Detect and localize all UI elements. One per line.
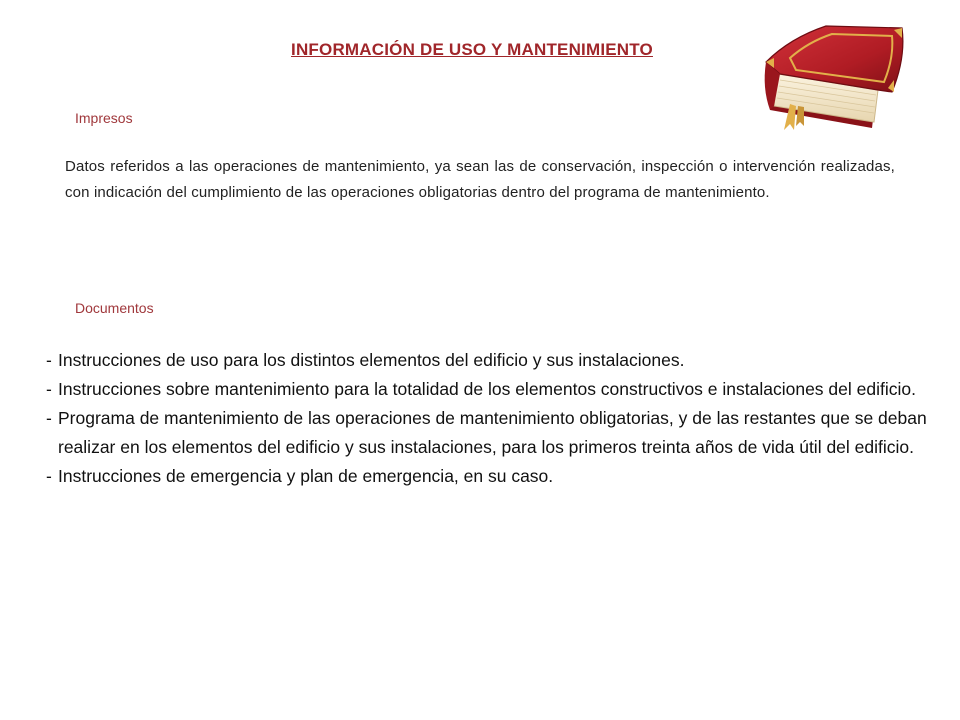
impresos-text: Datos referidos a las operaciones de mantenimiento, ya sean las de conservación, inspección o intervención realizadas, con indicación del cumplimiento de las operaciones obligatorias dentro del programa de mantenimiento.: [65, 158, 895, 201]
section-label-documentos: Documentos: [75, 300, 154, 316]
list-item: [46, 462, 936, 491]
list-item-text: Instrucciones de uso para los distintos elementos del edificio y sus instalaciones.: [58, 350, 685, 370]
list-item: [46, 404, 936, 462]
book-icon: [760, 18, 908, 134]
section-label-impresos: Impresos: [75, 110, 133, 126]
list-item-text: Instrucciones sobre mantenimiento para la totalidad de los elementos constructivos e instalaciones del edificio.: [58, 379, 916, 399]
list-dash: -: [46, 379, 52, 399]
list-item: [46, 346, 936, 375]
list-item-text: Programa de mantenimiento de las operaciones de mantenimiento obligatorias, y de las restantes que se deban realizar en los elementos del edificio y sus instalaciones, para los primeros treinta años de vida útil del edificio.: [58, 408, 927, 457]
list-item: [46, 375, 936, 404]
list-dash: -: [46, 408, 52, 428]
list-dash: -: [46, 350, 52, 370]
page-title: INFORMACIÓN DE USO Y MANTENIMIENTO: [291, 40, 653, 59]
documentos-list: [46, 346, 936, 491]
list-item-text: Instrucciones de emergencia y plan de emergencia, en su caso.: [58, 466, 554, 486]
list-dash: -: [46, 466, 52, 486]
